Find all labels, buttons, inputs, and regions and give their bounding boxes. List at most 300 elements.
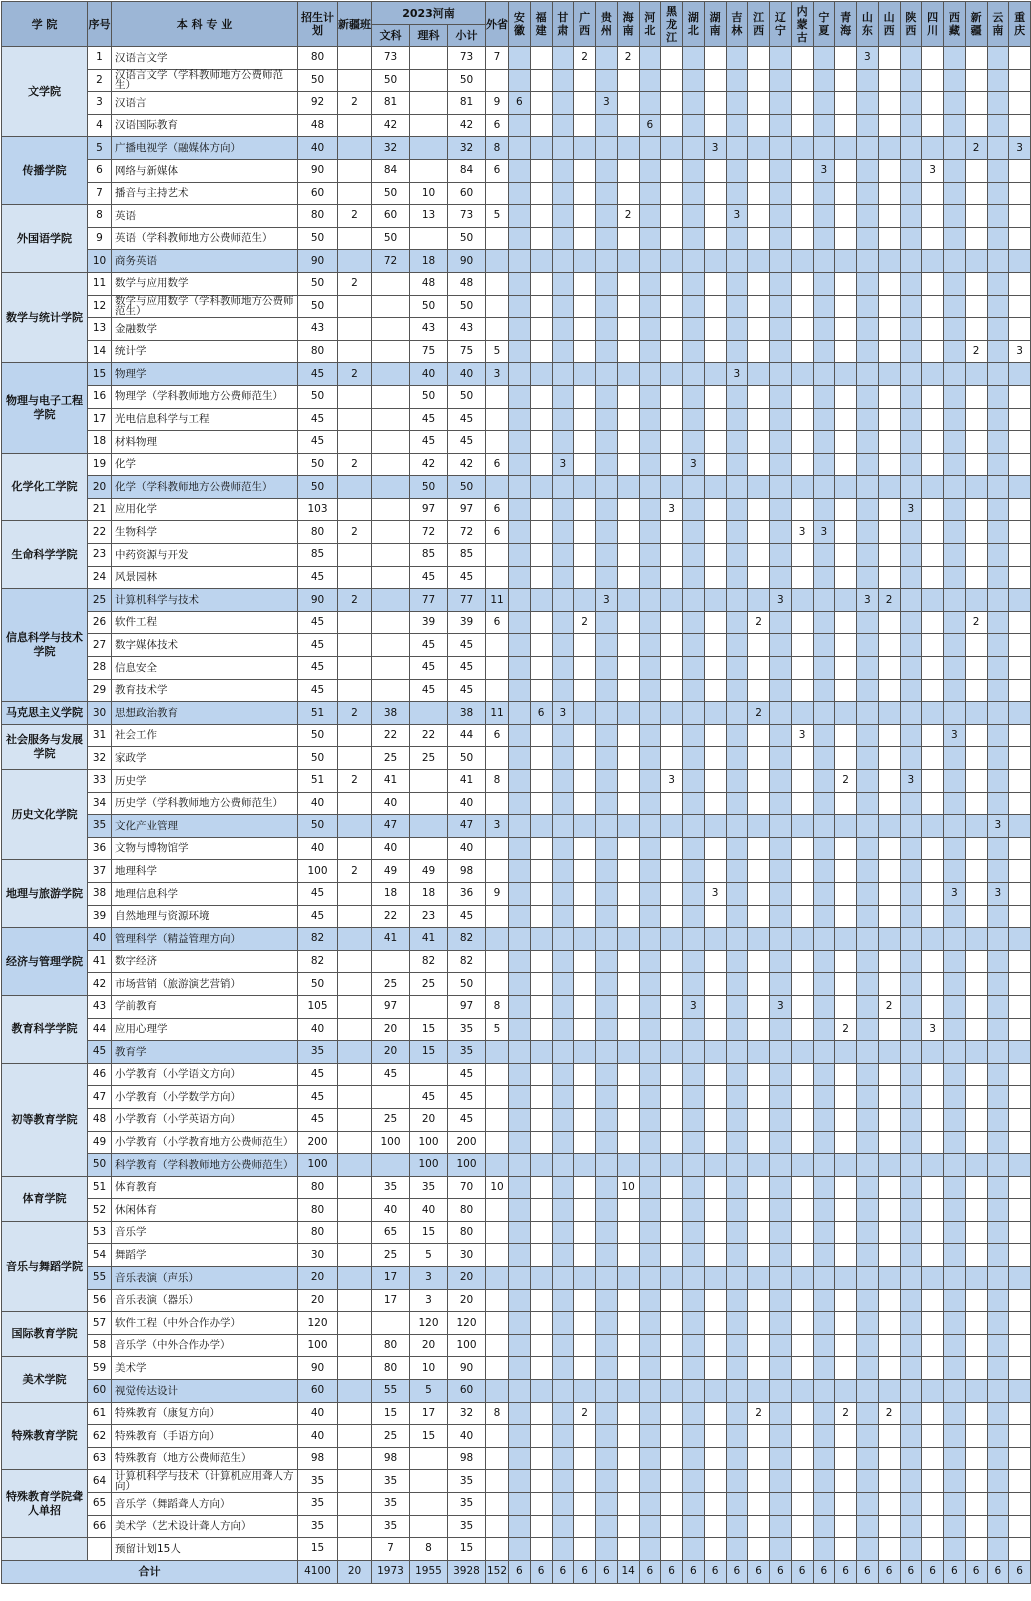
like-cell: 22 xyxy=(410,724,448,747)
like-cell: 15 xyxy=(410,1425,448,1448)
province-cell xyxy=(987,272,1009,295)
table-row xyxy=(2,521,1031,544)
header-province: 山东 xyxy=(857,2,879,47)
province-cell xyxy=(857,1108,879,1131)
seq-cell: 54 xyxy=(88,1244,112,1267)
province-cell xyxy=(944,702,966,725)
province-cell xyxy=(1009,1244,1031,1267)
xinjiang-cell xyxy=(338,476,372,499)
province-cell xyxy=(900,182,922,205)
like-cell xyxy=(410,114,448,137)
college-cell: 体育学院 xyxy=(2,1176,88,1221)
province-cell xyxy=(574,205,596,228)
province-cell xyxy=(509,318,531,341)
like-cell: 50 xyxy=(410,385,448,408)
table-row xyxy=(2,182,1031,205)
province-cell xyxy=(617,724,639,747)
province-cell xyxy=(683,611,705,634)
province-cell xyxy=(878,566,900,589)
province-cell xyxy=(509,114,531,137)
major-cell: 地理信息科学 xyxy=(112,882,298,905)
province-cell xyxy=(639,295,661,318)
table-row xyxy=(2,363,1031,386)
table-row xyxy=(2,272,1031,295)
province-cell xyxy=(987,137,1009,160)
province-cell xyxy=(596,882,618,905)
like-cell: 45 xyxy=(410,657,448,680)
province-cell xyxy=(878,431,900,454)
province-cell xyxy=(509,1244,531,1267)
province-cell xyxy=(726,1041,748,1064)
wenke-cell: 72 xyxy=(372,250,410,273)
province-cell xyxy=(530,1447,552,1470)
province-cell xyxy=(835,1267,857,1290)
college-cell: 文学院 xyxy=(2,47,88,137)
province-cell xyxy=(683,69,705,92)
outside-cell xyxy=(486,860,509,883)
province-cell xyxy=(748,453,770,476)
province-cell xyxy=(857,295,879,318)
province-cell xyxy=(770,1515,792,1538)
province-cell xyxy=(987,92,1009,115)
province-cell xyxy=(857,1154,879,1177)
province-cell xyxy=(617,385,639,408)
province-cell xyxy=(748,815,770,838)
province-cell xyxy=(791,137,813,160)
province-cell xyxy=(552,92,574,115)
table-row xyxy=(2,1108,1031,1131)
province-cell xyxy=(878,1063,900,1086)
province-cell xyxy=(530,1334,552,1357)
province-cell xyxy=(704,69,726,92)
province-cell xyxy=(965,272,987,295)
province-cell xyxy=(726,657,748,680)
province-cell xyxy=(726,905,748,928)
plan-cell: 35 xyxy=(298,1470,338,1493)
header-province: 新疆 xyxy=(965,2,987,47)
plan-cell: 50 xyxy=(298,227,338,250)
province-cell xyxy=(965,1063,987,1086)
province-cell xyxy=(857,724,879,747)
province-cell xyxy=(1009,453,1031,476)
province-cell xyxy=(661,1380,683,1403)
province-cell xyxy=(552,589,574,612)
province-cell xyxy=(704,227,726,250)
like-cell xyxy=(410,1470,448,1493)
province-cell xyxy=(639,566,661,589)
like-cell: 82 xyxy=(410,950,448,973)
like-cell: 10 xyxy=(410,1357,448,1380)
province-cell xyxy=(704,1470,726,1493)
province-cell xyxy=(857,837,879,860)
province-cell xyxy=(944,1447,966,1470)
province-cell xyxy=(835,1515,857,1538)
province-cell xyxy=(835,1538,857,1561)
college-cell: 特殊教育学院 xyxy=(2,1402,88,1470)
province-cell xyxy=(857,408,879,431)
province-cell xyxy=(987,950,1009,973)
province-cell xyxy=(509,950,531,973)
province-cell xyxy=(530,611,552,634)
table-row xyxy=(2,408,1031,431)
province-cell xyxy=(900,1515,922,1538)
wenke-cell xyxy=(372,566,410,589)
province-cell xyxy=(683,973,705,996)
province-cell xyxy=(987,431,1009,454)
province-cell xyxy=(552,1154,574,1177)
province-cell xyxy=(552,1312,574,1335)
province-cell xyxy=(661,1402,683,1425)
province-cell xyxy=(552,498,574,521)
province-cell: 3 xyxy=(1009,137,1031,160)
province-cell xyxy=(835,724,857,747)
province-cell xyxy=(639,92,661,115)
province-cell xyxy=(748,408,770,431)
province-cell xyxy=(748,973,770,996)
province-cell xyxy=(509,634,531,657)
table-row xyxy=(2,137,1031,160)
province-cell xyxy=(530,385,552,408)
province-cell xyxy=(509,182,531,205)
province-cell xyxy=(900,137,922,160)
province-cell xyxy=(596,815,618,838)
province-cell xyxy=(509,702,531,725)
xinjiang-cell xyxy=(338,1267,372,1290)
province-cell xyxy=(770,453,792,476)
major-cell: 小学教育（小学教育地方公费师范生） xyxy=(112,1131,298,1154)
province-cell xyxy=(748,227,770,250)
wenke-cell xyxy=(372,679,410,702)
province-cell xyxy=(617,1312,639,1335)
province-cell xyxy=(1009,905,1031,928)
province-cell xyxy=(639,453,661,476)
province-cell xyxy=(857,476,879,499)
major-cell: 管理科学（精益管理方向） xyxy=(112,928,298,951)
subtotal-cell: 32 xyxy=(448,137,486,160)
province-cell xyxy=(530,1267,552,1290)
province-cell xyxy=(857,1063,879,1086)
like-cell xyxy=(410,815,448,838)
province-cell xyxy=(552,521,574,544)
province-cell xyxy=(683,747,705,770)
province-cell xyxy=(791,1267,813,1290)
province-cell xyxy=(1009,295,1031,318)
subtotal-cell: 50 xyxy=(448,295,486,318)
province-cell xyxy=(726,1176,748,1199)
province-cell xyxy=(791,1199,813,1222)
province-cell xyxy=(857,611,879,634)
province-cell xyxy=(704,724,726,747)
province-cell xyxy=(857,1086,879,1109)
wenke-cell xyxy=(372,1154,410,1177)
province-cell xyxy=(683,476,705,499)
province-cell xyxy=(770,114,792,137)
province-cell xyxy=(791,634,813,657)
province-cell xyxy=(944,1425,966,1448)
wenke-cell: 17 xyxy=(372,1289,410,1312)
plan-cell: 50 xyxy=(298,69,338,92)
province-cell xyxy=(1009,1041,1031,1064)
province-cell xyxy=(770,92,792,115)
province-cell xyxy=(683,837,705,860)
province-cell xyxy=(813,589,835,612)
province-cell xyxy=(878,1380,900,1403)
province-cell xyxy=(835,521,857,544)
province-cell xyxy=(1009,408,1031,431)
header-seq: 序号 xyxy=(88,2,112,47)
province-cell xyxy=(639,1154,661,1177)
province-cell xyxy=(987,724,1009,747)
header-province: 安徽 xyxy=(509,2,531,47)
province-cell xyxy=(726,272,748,295)
wenke-cell xyxy=(372,408,410,431)
table-row xyxy=(2,295,1031,318)
xinjiang-cell xyxy=(338,1470,372,1493)
province-cell xyxy=(726,1289,748,1312)
province-cell xyxy=(878,1244,900,1267)
like-cell: 43 xyxy=(410,318,448,341)
province-cell xyxy=(922,340,944,363)
province-cell xyxy=(574,928,596,951)
province-cell xyxy=(683,724,705,747)
header-province: 宁夏 xyxy=(813,2,835,47)
province-cell xyxy=(770,272,792,295)
province-cell xyxy=(1009,1312,1031,1335)
province-cell xyxy=(922,1244,944,1267)
province-cell xyxy=(878,295,900,318)
wenke-cell: 65 xyxy=(372,1221,410,1244)
header-province: 陕西 xyxy=(900,2,922,47)
province-cell xyxy=(987,657,1009,680)
province-cell: 3 xyxy=(596,92,618,115)
province-cell xyxy=(791,92,813,115)
province-cell xyxy=(552,1267,574,1290)
table-row xyxy=(2,1244,1031,1267)
province-cell xyxy=(617,137,639,160)
province-cell xyxy=(661,69,683,92)
province-cell xyxy=(791,1357,813,1380)
province-cell xyxy=(726,882,748,905)
total-plan: 4100 xyxy=(298,1560,338,1583)
outside-cell: 7 xyxy=(486,47,509,70)
province-cell xyxy=(617,995,639,1018)
province-cell xyxy=(596,340,618,363)
major-cell: 网络与新媒体 xyxy=(112,159,298,182)
province-cell xyxy=(900,1402,922,1425)
province-cell xyxy=(552,1063,574,1086)
province-cell xyxy=(878,1538,900,1561)
major-cell: 预留计划15人 xyxy=(112,1538,298,1561)
province-cell xyxy=(530,318,552,341)
like-cell: 100 xyxy=(410,1154,448,1177)
subtotal-cell: 45 xyxy=(448,657,486,680)
province-cell xyxy=(726,137,748,160)
province-cell xyxy=(617,1244,639,1267)
header-province: 广西 xyxy=(574,2,596,47)
seq-cell: 48 xyxy=(88,1108,112,1131)
province-cell: 2 xyxy=(617,47,639,70)
province-cell xyxy=(509,1199,531,1222)
province-cell xyxy=(552,928,574,951)
total-province: 6 xyxy=(987,1560,1009,1583)
province-cell xyxy=(574,1447,596,1470)
province-cell xyxy=(770,905,792,928)
province-cell xyxy=(813,47,835,70)
subtotal-cell: 40 xyxy=(448,1425,486,1448)
province-cell xyxy=(944,205,966,228)
province-cell xyxy=(617,1131,639,1154)
province-cell xyxy=(530,114,552,137)
province-cell xyxy=(791,1334,813,1357)
province-cell xyxy=(596,995,618,1018)
table-row xyxy=(2,860,1031,883)
province-cell xyxy=(748,837,770,860)
college-cell: 生命科学学院 xyxy=(2,521,88,589)
province-cell: 3 xyxy=(900,770,922,793)
header-province: 吉林 xyxy=(726,2,748,47)
province-cell xyxy=(878,611,900,634)
province-cell xyxy=(617,928,639,951)
province-cell xyxy=(813,837,835,860)
province-cell xyxy=(704,295,726,318)
plan-cell: 35 xyxy=(298,1041,338,1064)
seq-cell: 31 xyxy=(88,724,112,747)
province-cell xyxy=(530,1108,552,1131)
province-cell xyxy=(617,1063,639,1086)
province-cell xyxy=(509,272,531,295)
province-cell xyxy=(987,589,1009,612)
province-cell xyxy=(857,1380,879,1403)
province-cell xyxy=(770,1244,792,1267)
province-cell xyxy=(748,1447,770,1470)
province-cell xyxy=(1009,1334,1031,1357)
like-cell xyxy=(410,137,448,160)
province-cell xyxy=(791,47,813,70)
province-cell xyxy=(509,295,531,318)
province-cell xyxy=(726,634,748,657)
province-cell xyxy=(857,702,879,725)
province-cell xyxy=(900,431,922,454)
province-cell xyxy=(639,1515,661,1538)
province-cell xyxy=(617,566,639,589)
province-cell xyxy=(1009,770,1031,793)
like-cell xyxy=(410,702,448,725)
subtotal-cell: 72 xyxy=(448,521,486,544)
province-cell xyxy=(683,1312,705,1335)
province-cell xyxy=(835,340,857,363)
province-cell xyxy=(639,1470,661,1493)
province-cell xyxy=(1009,1086,1031,1109)
header-college: 学 院 xyxy=(2,2,88,47)
province-cell xyxy=(574,1018,596,1041)
province-cell xyxy=(726,1334,748,1357)
subtotal-cell: 30 xyxy=(448,1244,486,1267)
table-row xyxy=(2,679,1031,702)
province-cell xyxy=(987,544,1009,567)
province-cell xyxy=(509,47,531,70)
like-cell xyxy=(410,1493,448,1516)
wenke-cell: 50 xyxy=(372,69,410,92)
province-cell xyxy=(748,92,770,115)
like-cell xyxy=(410,1063,448,1086)
plan-cell: 80 xyxy=(298,1176,338,1199)
province-cell xyxy=(661,476,683,499)
province-cell xyxy=(922,1538,944,1561)
province-cell xyxy=(1009,747,1031,770)
major-cell: 音乐表演（声乐） xyxy=(112,1267,298,1290)
plan-cell: 105 xyxy=(298,995,338,1018)
province-cell xyxy=(922,92,944,115)
province-cell xyxy=(922,318,944,341)
wenke-cell: 81 xyxy=(372,92,410,115)
province-cell xyxy=(835,1108,857,1131)
province-cell xyxy=(530,1493,552,1516)
province-cell xyxy=(509,1221,531,1244)
province-cell xyxy=(770,837,792,860)
province-cell xyxy=(552,611,574,634)
province-cell xyxy=(857,1041,879,1064)
major-cell: 物理学（学科教师地方公费师范生） xyxy=(112,385,298,408)
province-cell xyxy=(791,1086,813,1109)
wenke-cell: 60 xyxy=(372,205,410,228)
seq-cell: 27 xyxy=(88,634,112,657)
province-cell xyxy=(1009,69,1031,92)
province-cell xyxy=(683,544,705,567)
province-cell xyxy=(944,272,966,295)
province-cell xyxy=(530,860,552,883)
province-cell xyxy=(748,1357,770,1380)
province-cell: 3 xyxy=(770,995,792,1018)
province-cell xyxy=(748,882,770,905)
table-row xyxy=(2,92,1031,115)
province-cell xyxy=(596,928,618,951)
province-cell xyxy=(574,363,596,386)
province-cell xyxy=(639,837,661,860)
subtotal-cell: 45 xyxy=(448,408,486,431)
total-subtotal: 3928 xyxy=(448,1560,486,1583)
province-cell xyxy=(835,747,857,770)
province-cell xyxy=(835,1199,857,1222)
province-cell xyxy=(835,137,857,160)
province-cell xyxy=(617,747,639,770)
seq-cell: 59 xyxy=(88,1357,112,1380)
province-cell xyxy=(987,47,1009,70)
major-cell: 舞蹈学 xyxy=(112,1244,298,1267)
province-cell xyxy=(683,1267,705,1290)
province-cell xyxy=(922,1063,944,1086)
province-cell xyxy=(574,634,596,657)
province-cell xyxy=(704,792,726,815)
outside-cell: 10 xyxy=(486,1176,509,1199)
province-cell xyxy=(1009,724,1031,747)
province-cell: 3 xyxy=(552,702,574,725)
province-cell xyxy=(944,159,966,182)
province-cell xyxy=(922,227,944,250)
seq-cell: 66 xyxy=(88,1515,112,1538)
province-cell xyxy=(770,1086,792,1109)
province-cell xyxy=(922,1267,944,1290)
province-cell xyxy=(704,1267,726,1290)
province-cell xyxy=(574,1470,596,1493)
plan-cell: 50 xyxy=(298,476,338,499)
xinjiang-cell xyxy=(338,227,372,250)
province-cell xyxy=(748,47,770,70)
xinjiang-cell xyxy=(338,679,372,702)
like-cell: 50 xyxy=(410,295,448,318)
province-cell xyxy=(661,1041,683,1064)
province-cell xyxy=(770,770,792,793)
province-cell xyxy=(683,431,705,454)
